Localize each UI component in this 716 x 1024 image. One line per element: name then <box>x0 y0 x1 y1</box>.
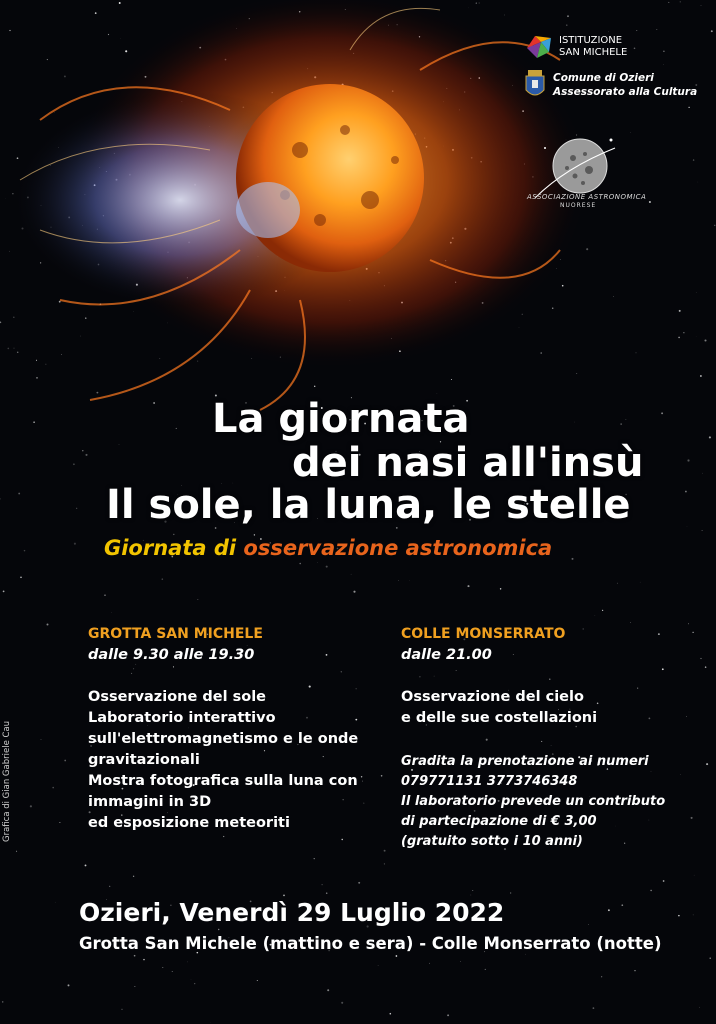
booking-note: di partecipazione di € 3,00 <box>401 814 597 829</box>
title-line-3: Il sole, la luna, le stelle <box>106 482 631 528</box>
sponsor-logos <box>525 34 710 110</box>
event-places: Grotta San Michele (mattino e sera) - Colle Monserrato (notte) <box>79 934 662 953</box>
subtitle-part-2: osservazione astronomica <box>243 536 553 560</box>
grotta-item: gravitazionali <box>88 752 200 768</box>
comune-name: Comune di Ozieri <box>553 72 654 84</box>
monserrato-time: dalle 21.00 <box>401 647 492 663</box>
grotta-heading: GROTTA SAN MICHELE <box>88 626 263 642</box>
title-line-1: La giornata <box>212 396 470 442</box>
comune-logo <box>525 70 710 100</box>
istituzione-name-line1: ISTITUZIONE <box>559 35 623 46</box>
monserrato-item: e delle sue costellazioni <box>401 710 598 726</box>
comune-department: Assessorato alla Cultura <box>553 86 698 98</box>
title-line-2: dei nasi all'insù <box>292 440 644 486</box>
comune-crest-icon <box>525 70 545 100</box>
subtitle-part-1: Giornata di <box>104 536 237 560</box>
grotta-item: ed esposizione meteoriti <box>88 815 290 831</box>
program-monserrato <box>401 624 701 852</box>
subtitle <box>104 536 552 560</box>
grotta-item: sull'elettromagnetismo e le onde <box>88 731 359 747</box>
grotta-item: Osservazione del sole <box>88 689 267 705</box>
istituzione-name-line2: SAN MICHELE <box>559 47 628 58</box>
associazione-region: NUORESE <box>560 202 597 209</box>
grotta-item: Mostra fotografica sulla luna con <box>88 773 358 789</box>
booking-phone-numbers: 079771131 3773746348 <box>401 774 578 789</box>
monserrato-item: Osservazione del cielo <box>401 689 584 705</box>
booking-note: (gratuito sotto i 10 anni) <box>401 834 583 849</box>
grotta-item: Laboratorio interattivo <box>88 710 276 726</box>
booking-note: Gradita la prenotazione ai numeri <box>401 754 649 769</box>
associazione-name: ASSOCIAZIONE ASTRONOMICA <box>527 193 647 201</box>
istituzione-logo-icon <box>525 34 553 60</box>
graphic-credit: Grafica di Gian Gabriele Cau <box>2 720 12 842</box>
booking-note: Il laboratorio prevede un contributo <box>401 794 666 809</box>
grotta-time: dalle 9.30 alle 19.30 <box>88 647 255 663</box>
program-grotta <box>88 624 378 834</box>
grotta-item: immagini in 3D <box>88 794 212 810</box>
event-date: Ozieri, Venerdì 29 Luglio 2022 <box>79 898 505 927</box>
istituzione-logo <box>525 34 710 60</box>
monserrato-heading: COLLE MONSERRATO <box>401 626 566 642</box>
